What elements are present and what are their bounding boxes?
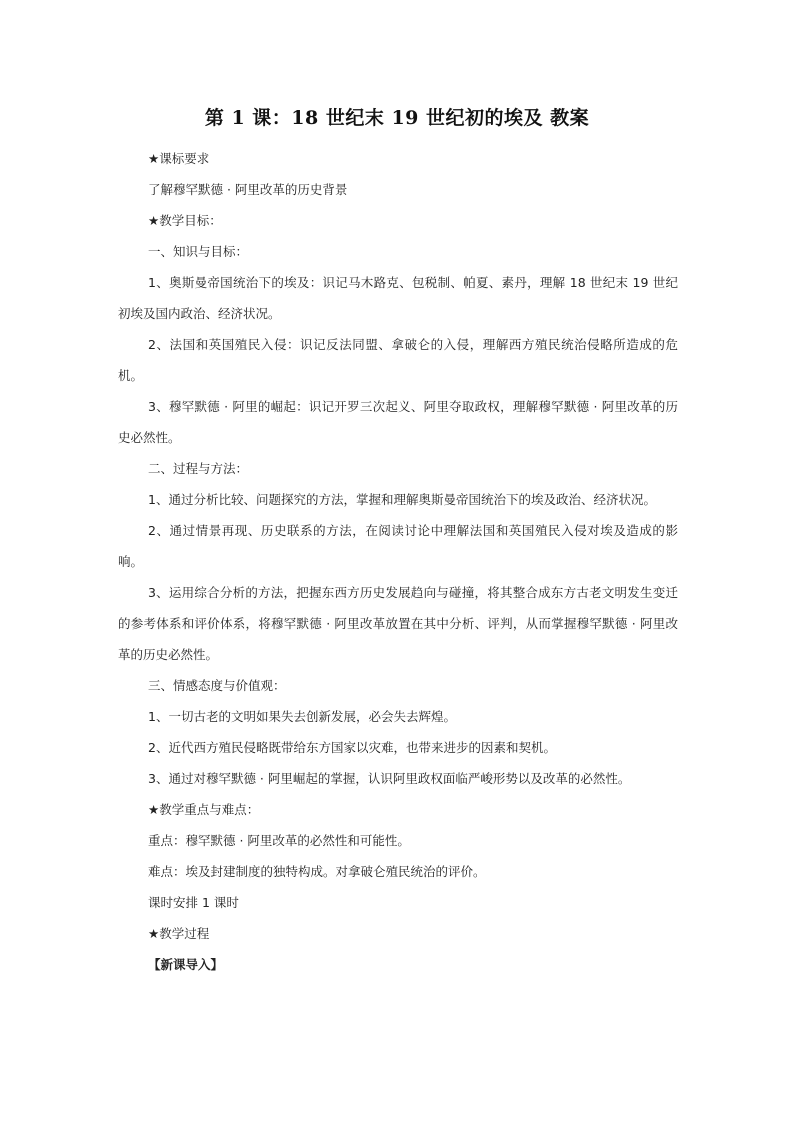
section-heading-objectives: ★教学目标： — [148, 213, 222, 228]
section-heading-process: ★教学过程 — [148, 926, 210, 941]
paragraph: 3、穆罕默德 · 阿里的崛起：识记开罗三次起义、阿里夺取政权，理解穆罕默德 · 阿里改革的历史必然性。 — [118, 399, 678, 445]
paragraph: 难点：埃及封建制度的独特构成。对拿破仑殖民统治的评价。 — [148, 864, 486, 879]
paragraph: 课时安排 1 课时 — [148, 895, 239, 910]
document-title: 第 1 课：18 世纪末 19 世纪初的埃及 教案 — [204, 107, 590, 129]
paragraph: 1、一切古老的文明如果失去创新发展，必会失去辉煌。 — [148, 709, 456, 724]
subheading-process: 二、过程与方法： — [148, 461, 249, 476]
paragraph: 2、近代西方殖民侵略既带给东方国家以灾难，也带来进步的因素和契机。 — [148, 740, 556, 755]
section-heading-introduction: 【新课导入】 — [148, 957, 224, 972]
paragraph: 2、通过情景再现、历史联系的方法，在阅读讨论中理解法国和英国殖民入侵对埃及造成的影响。 — [118, 523, 678, 569]
paragraph: 3、运用综合分析的方法，把握东西方历史发展趋向与碰撞，将其整合成东方古老文明发生变迁的参考体系和评价体系，将穆罕默德 · 阿里改革放置在其中分析、评判，从而掌握穆罕默德 · 阿里改革的历史必然性。 — [118, 585, 678, 662]
section-heading-curriculum: ★课标要求 — [148, 151, 210, 166]
section-heading-key-points: ★教学重点与难点： — [148, 802, 260, 817]
paragraph: 2、法国和英国殖民入侵：识记反法同盟、拿破仑的入侵，理解西方殖民统治侵略所造成的危机。 — [118, 337, 678, 383]
paragraph: 重点：穆罕默德 · 阿里改革的必然性和可能性。 — [148, 833, 410, 848]
paragraph: 1、奥斯曼帝国统治下的埃及：识记马木路克、包税制、帕夏、素丹，理解 18 世纪末 19 世纪初埃及国内政治、经济状况。 — [118, 275, 678, 321]
document-body — [118, 143, 678, 980]
paragraph: 1、通过分析比较、问题探究的方法，掌握和理解奥斯曼帝国统治下的埃及政治、经济状况。 — [148, 492, 656, 507]
paragraph: 3、通过对穆罕默德 · 阿里崛起的掌握，认识阿里政权面临严峻形势以及改革的必然性。 — [148, 771, 631, 786]
subheading-values: 三、情感态度与价值观： — [148, 678, 286, 693]
paragraph: 了解穆罕默德 · 阿里改革的历史背景 — [148, 182, 348, 197]
subheading-knowledge: 一、知识与目标： — [148, 244, 249, 259]
